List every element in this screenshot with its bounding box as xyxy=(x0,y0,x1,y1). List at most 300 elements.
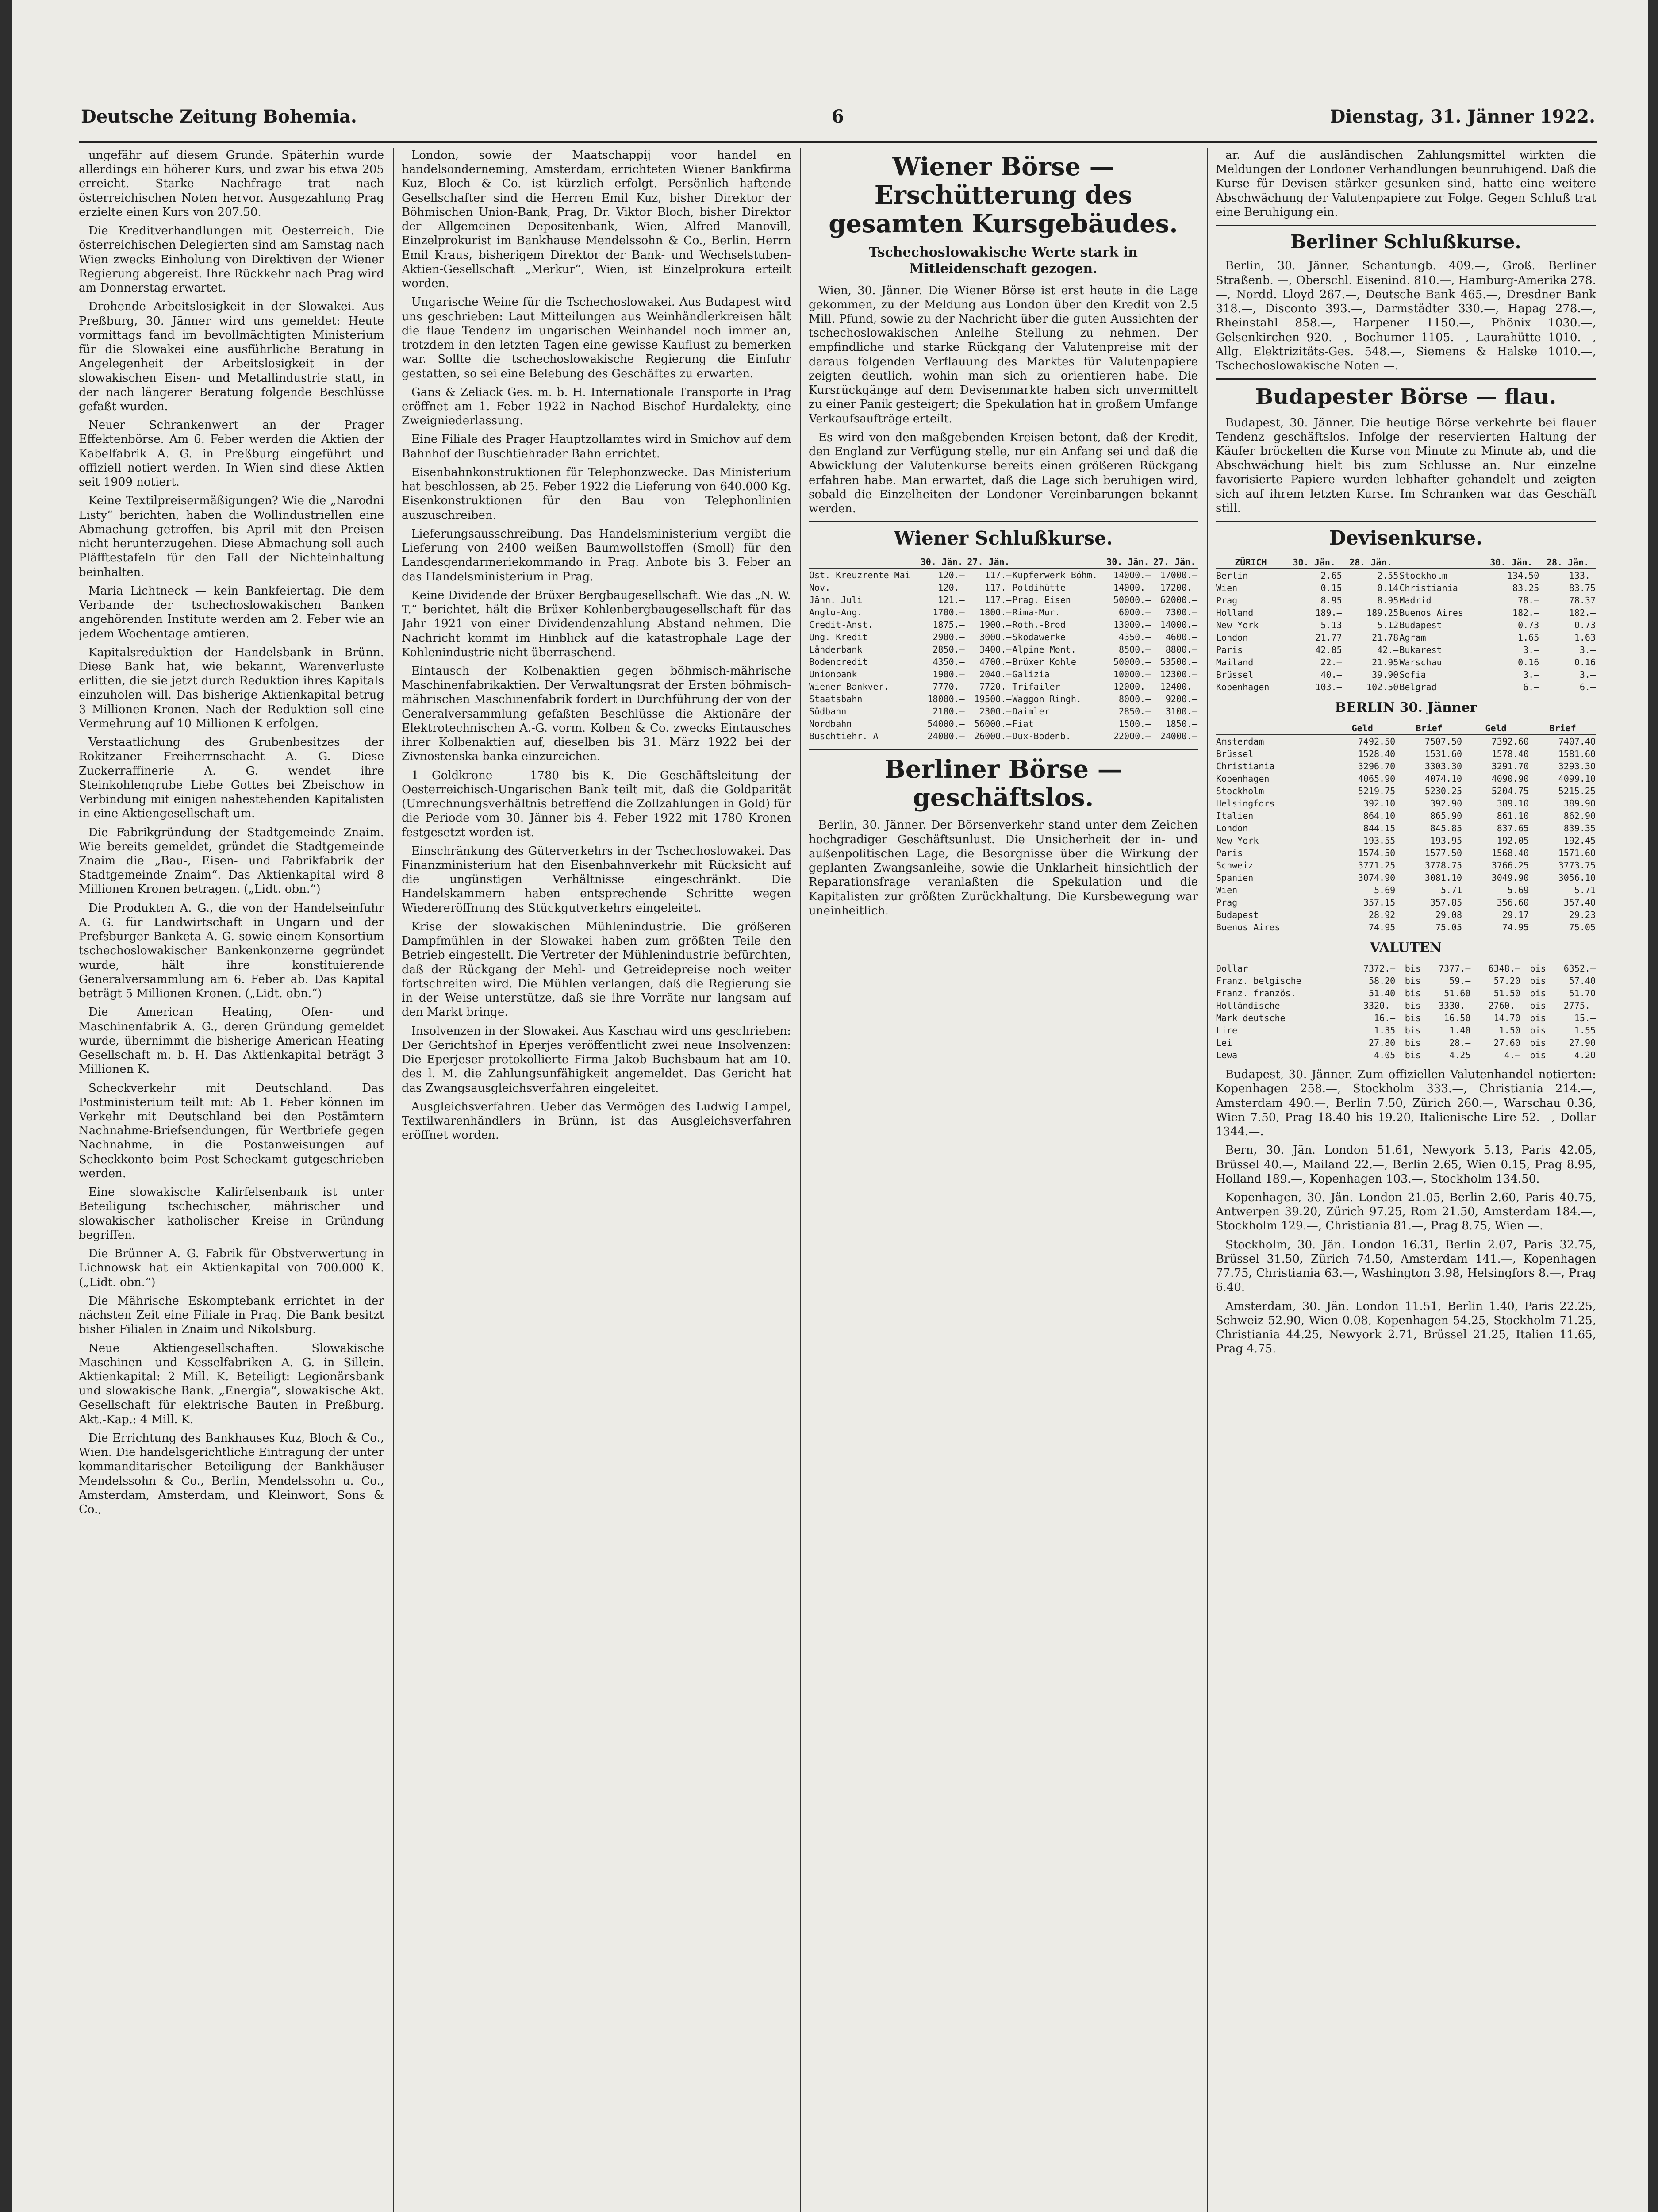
table-cell: 356.60 xyxy=(1497,897,1529,908)
table-cell: 4600.— xyxy=(1165,631,1197,642)
article-paragraph: Die Fabrikgründung der Stadtgemeinde Znaim. Wie bereits gemeldet, gründet die Stadtgemeinde Znaim die „Bau-, Eisen- und Fabrikfabrik der Stadtgemeinde Znaim“. Das Aktienkapital wird 8 Millionen Kronen betragen. („Lidt. obn.“) xyxy=(79,826,384,896)
table-cell: 83.25 xyxy=(1512,582,1539,593)
table-cell: 7720.— xyxy=(979,681,1012,692)
table-row xyxy=(1216,681,1596,693)
table-cell: Brüssel xyxy=(1216,748,1254,759)
table-row xyxy=(1216,644,1596,656)
table-row xyxy=(1216,668,1596,681)
table-cell: 12000.— xyxy=(1113,681,1151,692)
headline-wiener-schlusskurse: Wiener Schlußkurse. xyxy=(894,527,1113,549)
table-cell: 24000.— xyxy=(927,730,965,741)
table-cell: 864.10 xyxy=(1363,810,1396,821)
article-paragraph: Wien, 30. Jänner. Die Wiener Börse ist erst heute in die Lage gekommen, zu der Meldung aus London über den Kredit von 2.5 Mill. Pfund, sowie zu der Nachricht über die guten Aussichten der tschechoslowakischen Anleihe Stellung zu nehmen. Der empfindliche und starke Rückgang der Valutenpreise mit der daraus folgenden Verflauung des Marktes für Valutenpapiere zeigten deutlich, wohin man sich zu orientieren habe. Die Kursrückgänge auf dem Devisenmarkte haben sich unvermittelt zu einer Panik gesteigert; die Spekulation hat in großem Umfange Verkaufsaufträge erteilt. xyxy=(809,284,1198,426)
table-header-cell xyxy=(809,556,918,568)
table-cell: 3320.— xyxy=(1363,1000,1396,1011)
table-row xyxy=(1216,785,1596,797)
table-cell: 182.— xyxy=(1569,607,1596,618)
table-cell: 5.69 xyxy=(1507,884,1529,895)
table-cell: 29.08 xyxy=(1435,909,1462,920)
table-cell: 1700.— xyxy=(933,607,965,618)
table-cell: 4065.90 xyxy=(1358,773,1396,784)
table-cell: 839.35 xyxy=(1563,822,1596,833)
table-row xyxy=(1216,656,1596,668)
table-cell: Ung. Kredit xyxy=(809,631,868,642)
table-cell: 83.75 xyxy=(1569,582,1596,593)
table-cell: 1578.40 xyxy=(1491,748,1529,759)
table-cell: 7377.— xyxy=(1439,963,1471,974)
table-cell: Berlin xyxy=(1216,570,1248,581)
table-cell: Kopenhagen xyxy=(1216,773,1270,784)
table-cell: 51.40 xyxy=(1368,988,1396,999)
table-row xyxy=(1216,884,1596,896)
table-cell: 51.70 xyxy=(1569,988,1596,999)
table-cell: Helsingfors xyxy=(1216,798,1275,809)
table-cell: 5.71 xyxy=(1440,884,1462,895)
table-cell: 56000.— xyxy=(974,718,1012,729)
article-paragraph: Bern, 30. Jän. London 51.61, Newyork 5.13, Paris 42.05, Brüssel 40.—, Mailand 22.—, Berlin 2.65, Wien 0.15, Prag 8.95, Holland 189.—, Kopenhagen 103.—, Stockholm 134.50. xyxy=(1216,1144,1596,1186)
table-cell: Kupferwerk Böhm. xyxy=(1012,569,1098,580)
table-cell: Buenos Aires xyxy=(1399,607,1463,618)
table-cell: 28.92 xyxy=(1368,909,1396,920)
table-cell: 3100.— xyxy=(1165,706,1197,717)
table-header-cell: 30. Jän. xyxy=(1105,556,1151,568)
table-row xyxy=(809,705,1198,718)
table-cell: 862.90 xyxy=(1563,810,1596,821)
table-cell: 845.85 xyxy=(1430,822,1462,833)
table-cell: 389.90 xyxy=(1563,798,1596,809)
table-cell: bis xyxy=(1405,1037,1421,1048)
table-cell: bis xyxy=(1530,1037,1546,1048)
table-row xyxy=(1216,1024,1596,1037)
table-cell: 7770.— xyxy=(933,681,965,692)
table-cell: 21.95 xyxy=(1372,657,1399,668)
table-cell: 42.05 xyxy=(1315,644,1342,655)
table-header-cell xyxy=(1399,556,1483,569)
table-header-cell xyxy=(1216,722,1329,735)
table-row xyxy=(1216,607,1596,619)
article-paragraph: Ausgleichsverfahren. Ueber das Vermögen des Ludwig Lampel, Textilwarenhändlers in Brünn, ist das Ausgleichsverfahren eröffnet worden. xyxy=(402,1100,791,1142)
article-paragraph: Insolvenzen in der Slowakei. Aus Kaschau wird uns geschrieben: Der Gerichtshof in Eperjes veröffentlicht zwei neue Insolvenzen: Die Eperjeser protokollierte Firma Jakob Buchsbaum hat am 10. des l. M. die Zahlungsunfähigkeit angemeldet. Das Gericht hat das Zwangsausgleichsverfahren eingeleitet. xyxy=(402,1024,791,1095)
table-cell: 134.50 xyxy=(1507,570,1539,581)
table-cell: 117.— xyxy=(985,569,1012,580)
table-cell: London xyxy=(1216,632,1248,643)
table-cell: 2.65 xyxy=(1320,570,1342,581)
table-header-cell: Brief xyxy=(1529,722,1596,735)
table-cell: Skodawerke xyxy=(1012,631,1066,642)
table-cell: Südbahn xyxy=(809,706,847,717)
table-cell: bis xyxy=(1405,1050,1421,1061)
article-paragraph: Lieferungsausschreibung. Das Handelsministerium vergibt die Lieferung von 2400 weißen Baumwollstoffen (Smoll) für den Landesgendarmeriekommando in Prag. Anbote bis 3. Feber an das Handelsministerium in Prag. xyxy=(402,527,791,584)
table-cell: 117.— xyxy=(985,582,1012,593)
table-cell: 357.85 xyxy=(1430,897,1462,908)
table-cell: 4350.— xyxy=(933,656,965,667)
table-header-cell: 28. Jän. xyxy=(1539,556,1596,569)
table-cell: Italien xyxy=(1216,810,1254,821)
table-cell: 1571.60 xyxy=(1558,847,1596,858)
table-cell: 2.55 xyxy=(1377,570,1399,581)
article-paragraph: ar. Auf die ausländischen Zahlungsmittel wirkten die Meldungen der Londoner Verhandlungen beunruhigend. Daß die Kurse für Devisen stärker gesunken sind, hatte eine weitere Abschwächung der Valutenpapiere zur Folge. Gegen Schluß trat eine Beruhigung ein. xyxy=(1216,149,1596,219)
table-row xyxy=(809,618,1198,631)
table-cell: 8000.— xyxy=(1119,693,1151,704)
table-row xyxy=(1216,582,1596,594)
table-cell: 2850.— xyxy=(1119,706,1151,717)
table-cell: 865.90 xyxy=(1430,810,1462,821)
table-cell: bis xyxy=(1530,1050,1546,1061)
table-cell: 392.10 xyxy=(1363,798,1396,809)
table-cell: 18000.— xyxy=(927,693,965,704)
berlin-table-title: BERLIN 30. Jänner xyxy=(1335,699,1477,715)
table-cell: 4700.— xyxy=(979,656,1012,667)
table-cell: 19500.— xyxy=(974,693,1012,704)
table-cell: Holland xyxy=(1216,607,1254,618)
table-row xyxy=(1216,896,1596,909)
table-cell: 29.23 xyxy=(1569,909,1596,920)
table-cell: 2040.— xyxy=(979,668,1012,680)
column-3 xyxy=(809,148,1198,2212)
article-paragraph: Keine Dividende der Brüxer Bergbaugesellschaft. Wie das „N. W. T.“ berichtet, hält die Brüxer Kohlenbergbaugesellschaft für das Jahr 1921 von einer Dividendenzahlung Abstand nehmen. Die Nachricht kommt im Hinblick auf die katastrophale Lage der Kohlenindustrie nicht überraschend. xyxy=(402,588,791,659)
table-cell: 2100.— xyxy=(933,706,965,717)
table-cell: Alpine Mont. xyxy=(1012,644,1076,655)
wiener-quotes-table xyxy=(809,556,1198,742)
table-cell: bis xyxy=(1530,1000,1546,1011)
table-cell: 8800.— xyxy=(1165,644,1197,655)
table-cell: Länderbank xyxy=(809,644,863,655)
masthead-rule xyxy=(79,141,1597,143)
table-cell: 4.05 xyxy=(1374,1050,1396,1061)
section-rule xyxy=(1216,378,1596,380)
table-cell: 120.— xyxy=(938,569,965,580)
table-cell: 26000.— xyxy=(974,730,1012,741)
table-row xyxy=(1216,772,1596,785)
table-cell: 27.90 xyxy=(1569,1037,1596,1048)
article-paragraph: Amsterdam, 30. Jän. London 11.51, Berlin 1.40, Paris 22.25, Schweiz 52.90, Wien 0.08, Kopenhagen 54.25, Stockholm 71.25, Christiania 44.25, Newyork 2.71, Brüssel 21.25, Italien 11.65, Prag 4.75. xyxy=(1216,1299,1596,1356)
table-cell: 53500.— xyxy=(1160,656,1197,667)
column-divider xyxy=(800,148,801,2212)
table-cell: 78.— xyxy=(1518,595,1539,606)
table-cell: 3291.70 xyxy=(1491,760,1529,772)
table-cell: 6000.— xyxy=(1119,607,1151,618)
article-paragraph: Drohende Arbeitslosigkeit in der Slowakei. Aus Preßburg, 30. Jänner wird uns gemeldet: Heute vormittags fand im bevollmächtigten Ministerium für die Slowakei eine ausführliche Beratung in Angelegenheit der Arbeitslosigkeit in der slowakischen Eisen- und Metallindustrie statt, in der nach längerer Beratung folgende Beschlüsse gefaßt wurden. xyxy=(79,300,384,413)
table-cell: 7407.40 xyxy=(1558,736,1596,747)
table-cell: 16.— xyxy=(1374,1013,1396,1024)
section-rule xyxy=(1216,521,1596,522)
table-cell: Trifailer xyxy=(1012,681,1060,692)
table-cell: Budapest xyxy=(1216,909,1259,920)
table-cell: 3.— xyxy=(1523,669,1539,680)
table-cell: 54000.— xyxy=(927,718,965,729)
table-cell: 8.95 xyxy=(1377,595,1399,606)
table-cell: bis xyxy=(1405,975,1421,987)
table-header-cell: Geld xyxy=(1329,722,1396,735)
table-cell: 7507.50 xyxy=(1424,736,1462,747)
table-cell: 189.25 xyxy=(1366,607,1399,618)
table-cell: Anglo-Ang. xyxy=(809,607,863,618)
table-cell: 51.60 xyxy=(1444,988,1471,999)
table-cell: 3296.70 xyxy=(1358,760,1396,772)
table-cell: Dollar xyxy=(1216,963,1248,974)
table-cell: 182.— xyxy=(1512,607,1539,618)
table-cell: 4074.10 xyxy=(1424,773,1462,784)
table-cell: bis xyxy=(1530,963,1546,974)
table-cell: 74.95 xyxy=(1368,922,1396,933)
table-row xyxy=(1216,872,1596,884)
table-cell: 28.— xyxy=(1449,1037,1471,1048)
table-cell: Madrid xyxy=(1399,595,1432,606)
table-cell: Lire xyxy=(1216,1025,1238,1036)
table-cell: 2760.— xyxy=(1488,1000,1520,1011)
table-cell: Amsterdam xyxy=(1216,736,1264,747)
table-row xyxy=(1216,594,1596,607)
table-header-cell: Geld xyxy=(1462,722,1529,735)
table-row xyxy=(809,693,1198,705)
article-paragraph: Die Mährische Eskomptebank errichtet in der nächsten Zeit eine Filiale in Prag. Die Bank besitzt bisher Filialen in Znaim und Nikolsburg. xyxy=(79,1294,384,1336)
table-cell: Mailand xyxy=(1216,657,1254,668)
table-cell: Kopenhagen xyxy=(1216,681,1270,692)
article-paragraph: Berlin, 30. Jänner. Der Börsenverkehr stand unter dem Zeichen hochgradiger Geschäftsunlust. Die Unsicherheit der in- und außenpolitischen Lage, die Besorgnisse über die Wirkung der geplanten Zwangsanleihe, sowie die Unklarheit hinsichtlich der Reparationsfrage veranlaßten die Spekulation und die Kapitalisten zur größten Zurückhaltung. Die Kursbewegung war uneinheitlich. xyxy=(809,818,1198,918)
table-cell: 2775.— xyxy=(1563,1000,1596,1011)
table-cell: 0.73 xyxy=(1518,619,1539,630)
article-paragraph: Keine Textilpreisermäßigungen? Wie die „Narodni Listy“ berichten, haben die Wollindustriellen eine Abmachung getroffen, bis April mit den Preisen nicht herunterzugehen. Diese Abmachung soll auch Pläfftestafeln für den Fall der Nichteinhaltung beinhalten. xyxy=(79,494,384,579)
article-paragraph: Die Brünner A. G. Fabrik für Obstverwertung in Lichnowsk hat ein Aktienkapital von 700.000 K. („Lidt. obn.“) xyxy=(79,1247,384,1289)
table-cell: 1800.— xyxy=(979,607,1012,618)
table-cell: 0.73 xyxy=(1574,619,1596,630)
table-row xyxy=(1216,999,1596,1012)
table-cell: Christiania xyxy=(1216,760,1275,772)
table-cell: 4350.— xyxy=(1119,631,1151,642)
table-cell: 57.20 xyxy=(1493,975,1520,987)
masthead-date: Dienstag, 31. Jänner 1922. xyxy=(1330,106,1595,127)
table-cell: 75.05 xyxy=(1569,922,1596,933)
table-cell: 2900.— xyxy=(933,631,965,642)
article-paragraph: Einschränkung des Güterverkehrs in der Tschechoslowakei. Das Finanzministerium hat den Eisenbahnverkehr mit Rücksicht auf die ungünstigen Verhältnisse eingeschränkt. Die Handelskammern haben entsprechende Schritte wegen Wiedereröffnung des Stückgutverkehrs eingeleitet. xyxy=(402,844,791,915)
headline-wiener-boerse: Wiener Börse — Erschütterung des gesamten Kursgebäudes. xyxy=(829,152,1178,238)
table-cell: 357.40 xyxy=(1563,897,1596,908)
table-cell: 192.05 xyxy=(1497,835,1529,846)
table-row xyxy=(809,656,1198,668)
table-row xyxy=(1216,1037,1596,1049)
table-cell: Roth.-Brod xyxy=(1012,619,1066,630)
table-cell: Prag. Eisen xyxy=(1012,594,1071,605)
column-1 xyxy=(79,148,384,2212)
table-cell: 1.40 xyxy=(1449,1025,1471,1036)
table-cell: 6352.— xyxy=(1563,963,1596,974)
table-row xyxy=(1216,810,1596,822)
article-paragraph: Ungarische Weine für die Tschechoslowakei. Aus Budapest wird uns geschrieben: Laut Mitteilungen aus Weinhändlerkreisen hält die flaue Tendenz im ungarischen Weinhandel noch immer an, trotzdem in den letzten Tagen eine gewisse Kauflust zu bemerken war. Sollte die tschechoslowakische Regierung die Einfuhr gestatten, so sei eine Belebung des Geschäftes zu erwarten. xyxy=(402,296,791,380)
article-paragraph: Scheckverkehr mit Deutschland. Das Postministerium teilt mit: Ab 1. Feber können im Verkehr mit Deutschland bei den Postämtern Nachnahme-Briefsendungen, für Wertbriefe gegen Nachnahme, in die Postanweisungen auf Scheckkonto beim Post-Scheckamt gutgeschrieben werden. xyxy=(79,1081,384,1180)
table-cell: 6.— xyxy=(1523,681,1539,692)
table-cell: 57.40 xyxy=(1569,975,1596,987)
table-row xyxy=(809,718,1198,730)
table-cell: 1528.40 xyxy=(1358,748,1396,759)
table-row xyxy=(809,606,1198,618)
table-cell: bis xyxy=(1530,975,1546,987)
table-cell: Lei xyxy=(1216,1037,1232,1048)
table-cell: Credit-Anst. xyxy=(809,619,873,630)
headline-devisenkurse: Devisenkurse. xyxy=(1329,527,1483,550)
table-cell: Belgrad xyxy=(1399,681,1437,692)
table-cell: 861.10 xyxy=(1497,810,1529,821)
table-header-cell: 27. Jän. xyxy=(1151,556,1198,568)
table-cell: 17200.— xyxy=(1160,582,1197,593)
table-row xyxy=(809,643,1198,656)
table-cell: Wiener Bankver. xyxy=(809,681,889,692)
section-rule xyxy=(809,521,1198,522)
table-cell: 7392.60 xyxy=(1491,736,1529,747)
table-row xyxy=(1216,735,1596,748)
table-cell: 5230.25 xyxy=(1424,785,1462,796)
page-number: 6 xyxy=(832,106,844,127)
table-cell: 103.— xyxy=(1315,681,1342,692)
table-cell: Mark deutsche xyxy=(1216,1013,1286,1024)
table-cell: 3.— xyxy=(1579,644,1596,655)
table-cell: 3303.30 xyxy=(1424,760,1462,772)
table-header-cell: 30. Jän. xyxy=(918,556,965,568)
table-cell: Prag xyxy=(1216,595,1238,606)
table-cell: 14.70 xyxy=(1493,1013,1520,1024)
article-paragraph: Die Produkten A. G., die von der Handelseinfuhr A. G. für Landwirtschaft in Ungarn und der Prefsburger Banketa A. G. sowie einem Konsortium tschechoslowakischer Bankenkonzerne gegründet wurde, hält ihre konstituierende Generalversammlung am 6. Feber ab. Das Kapital beträgt 5 Millionen Kronen. („Lidt. obn.“) xyxy=(79,901,384,1001)
valuten-table xyxy=(1216,962,1596,1061)
table-row xyxy=(1216,834,1596,847)
table-row xyxy=(809,581,1198,594)
article-paragraph: 1 Goldkrone — 1780 bis K. Die Geschäftsleitung der Oesterreichisch-Ungarischen Bank teilt mit, daß die Goldparität (Umrechnungsverhältnis betreffend die Zollzahlungen in Gold) für die Periode vom 30. Jänner bis 4. Feber 1922 mit 1780 Kronen festgesetzt worden ist. xyxy=(402,768,791,839)
table-cell: Stockholm xyxy=(1399,570,1447,581)
article-paragraph: Eintausch der Kolbenaktien gegen böhmisch-mährische Maschinenfabrikaktien. Der Verwaltungsrat der Ersten böhmisch-mährischen Maschinenfabrik fordert in Durchführung der von der Generalversammlung gefaßten Beschlüsse die Aktionäre der Elektrotechnischen A.-G. vorm. Kolben & Co. zwecks Eintausches ihrer Kolbenaktien auf, dieselben bis 31. März 1922 bei der Zivnostenska banka einzureichen. xyxy=(402,664,791,764)
table-cell: Buenos Aires xyxy=(1216,922,1280,933)
table-row xyxy=(809,631,1198,643)
newspaper-page xyxy=(12,0,1648,2212)
table-cell: 50000.— xyxy=(1113,594,1151,605)
table-row xyxy=(1216,987,1596,999)
table-cell: 15.— xyxy=(1574,1013,1596,1024)
article-paragraph: Die Errichtung des Bankhauses Kuz, Bloch & Co., Wien. Die handelsgerichtliche Eintragung der unter kommanditarischer Beteiligung der Bankhäuser Mendelssohn & Co., Berlin, Mendelssohn u. Co., Amsterdam, Amsterdam, und Kleinwort, Sons & Co., xyxy=(79,1431,384,1517)
table-cell: bis xyxy=(1405,1013,1421,1024)
table-cell: 3.— xyxy=(1523,644,1539,655)
table-row xyxy=(809,668,1198,680)
table-cell: 14000.— xyxy=(1113,569,1151,580)
table-cell: bis xyxy=(1405,1025,1421,1036)
table-cell: Franz. französ. xyxy=(1216,988,1296,999)
table-cell: 22.— xyxy=(1320,657,1342,668)
article-paragraph: Berlin, 30. Jänner. Schantungb. 409.—, Groß. Berliner Straßenb. —, Oberschl. Eisenind. 810.—, Hamburg-Amerika 278.—, Nordd. Lloyd 267.—, Deutsche Bank 465.—, Dresdner Bank 318.—, Disconto 393.—, Darmstädter 330.—, Hapag 278.—, Rheinstahl 858.—, Harpener 1150.—, Phönix 1030.—, Gelsenkirchen 920.—, Bochumer 1105.—, Laurahütte 1010.—, Allg. Elektrizitäts-Ges. 548.—, Siemens & Halske 1010.—, Tschechoslowakische Noten —. xyxy=(1216,259,1596,373)
table-row xyxy=(1216,631,1596,644)
table-cell: 1500.— xyxy=(1119,718,1151,729)
table-cell: Agram xyxy=(1399,632,1426,643)
table-cell: 3081.10 xyxy=(1424,872,1462,883)
table-cell: 3049.90 xyxy=(1491,872,1529,883)
table-cell: 1.35 xyxy=(1374,1025,1396,1036)
table-cell: 17000.— xyxy=(1160,569,1197,580)
table-cell: 102.50 xyxy=(1366,681,1399,692)
article-paragraph: Die Kreditverhandlungen mit Oesterreich. Die österreichischen Delegierten sind am Samstag nach Wien zwecks Einholung von Direktiven der Wiener Regierung abgereist. Ihre Rückkehr nach Prag wird am Donnerstag erwartet. xyxy=(79,224,384,295)
table-cell: bis xyxy=(1530,1013,1546,1024)
table-row xyxy=(1216,760,1596,772)
table-row xyxy=(1216,859,1596,872)
table-cell: 1.63 xyxy=(1574,632,1596,643)
table-cell: Fiat xyxy=(1012,718,1034,729)
table-cell: London xyxy=(1216,822,1248,833)
table-cell: 4090.90 xyxy=(1491,773,1529,784)
table-cell: Wien xyxy=(1216,582,1238,593)
table-cell: Prag xyxy=(1216,897,1238,908)
table-cell: 22000.— xyxy=(1113,730,1151,741)
column-divider xyxy=(393,148,394,2212)
table-cell: 5.13 xyxy=(1320,619,1342,630)
section-rule xyxy=(809,749,1198,750)
table-cell: 1900.— xyxy=(933,668,965,680)
article-paragraph: Neuer Schrankenwert an der Prager Effektenbörse. Am 6. Feber werden die Aktien der Kabelfabrik A. G. in Preßburg eingeführt und offiziell notiert werden. In Wien sind diese Aktien seit 1909 notiert. xyxy=(79,419,384,489)
table-cell: Galizia xyxy=(1012,668,1050,680)
table-cell: 2300.— xyxy=(979,706,1012,717)
table-cell: Buschtiehr. A xyxy=(809,730,879,741)
table-cell: 7372.— xyxy=(1363,963,1396,974)
table-header-cell: 27. Jän. xyxy=(965,556,1012,568)
table-row xyxy=(1216,909,1596,921)
table-cell: 3771.25 xyxy=(1358,860,1396,871)
table-cell: Bukarest xyxy=(1399,644,1442,655)
article-paragraph: Die American Heating, Ofen- und Maschinenfabrik A. G., deren Gründung gemeldet wurde, übernimmt die bisherige American Heating Gesellschaft m. b. H. Das Aktienkapital beträgt 3 Millionen K. xyxy=(79,1006,384,1076)
table-cell: 58.20 xyxy=(1368,975,1396,987)
table-cell: Lewa xyxy=(1216,1050,1238,1061)
table-cell: 3778.75 xyxy=(1424,860,1462,871)
table-cell: 189.— xyxy=(1315,607,1342,618)
column-4 xyxy=(1216,148,1596,2212)
table-cell: Daimler xyxy=(1012,706,1050,717)
table-cell: Nov. xyxy=(809,582,831,593)
table-cell: 0.14 xyxy=(1377,582,1399,593)
table-cell: 133.— xyxy=(1569,570,1596,581)
table-cell: 78.37 xyxy=(1569,595,1596,606)
table-header-cell xyxy=(1012,556,1104,568)
table-cell: 50000.— xyxy=(1113,656,1151,667)
table-row xyxy=(1216,822,1596,834)
table-row xyxy=(1216,797,1596,810)
table-cell: Brüssel xyxy=(1216,669,1254,680)
table-row xyxy=(809,594,1198,606)
table-row xyxy=(1216,847,1596,859)
table-cell: 42.— xyxy=(1377,644,1399,655)
table-cell: 8.95 xyxy=(1320,595,1342,606)
table-cell: 21.77 xyxy=(1315,632,1342,643)
table-cell: Poldihütte xyxy=(1012,582,1066,593)
table-cell: 1.65 xyxy=(1518,632,1539,643)
table-cell: Jänn. Juli xyxy=(809,594,863,605)
table-cell: 8500.— xyxy=(1119,644,1151,655)
table-cell: Rima-Mur. xyxy=(1012,607,1060,618)
table-cell: New York xyxy=(1216,835,1259,846)
table-row xyxy=(1216,1049,1596,1061)
table-cell: 6.— xyxy=(1579,681,1596,692)
table-cell: 389.10 xyxy=(1497,798,1529,809)
table-cell: 1581.60 xyxy=(1558,748,1596,759)
table-cell: 1.55 xyxy=(1574,1025,1596,1036)
table-row xyxy=(1216,569,1596,582)
table-cell: 192.45 xyxy=(1563,835,1596,846)
table-cell: 193.55 xyxy=(1363,835,1396,846)
table-cell: 4.20 xyxy=(1574,1050,1596,1061)
table-cell: 1531.60 xyxy=(1424,748,1462,759)
table-cell: Paris xyxy=(1216,847,1243,858)
table-row xyxy=(1216,1012,1596,1024)
headline-berliner-schlusskurse: Berliner Schlußkurse. xyxy=(1290,231,1521,253)
table-cell: 27.80 xyxy=(1368,1037,1396,1048)
table-cell: 120.— xyxy=(938,582,965,593)
article-paragraph: Eine Filiale des Prager Hauptzollamtes wird in Smichov auf dem Bahnhof der Buschtiehrader Bahn errichtet. xyxy=(402,433,791,461)
table-cell: Warschau xyxy=(1399,657,1442,668)
table-cell: 3766.25 xyxy=(1491,860,1529,871)
table-cell: bis xyxy=(1530,988,1546,999)
table-cell: 392.90 xyxy=(1430,798,1462,809)
table-cell: 13000.— xyxy=(1113,619,1151,630)
